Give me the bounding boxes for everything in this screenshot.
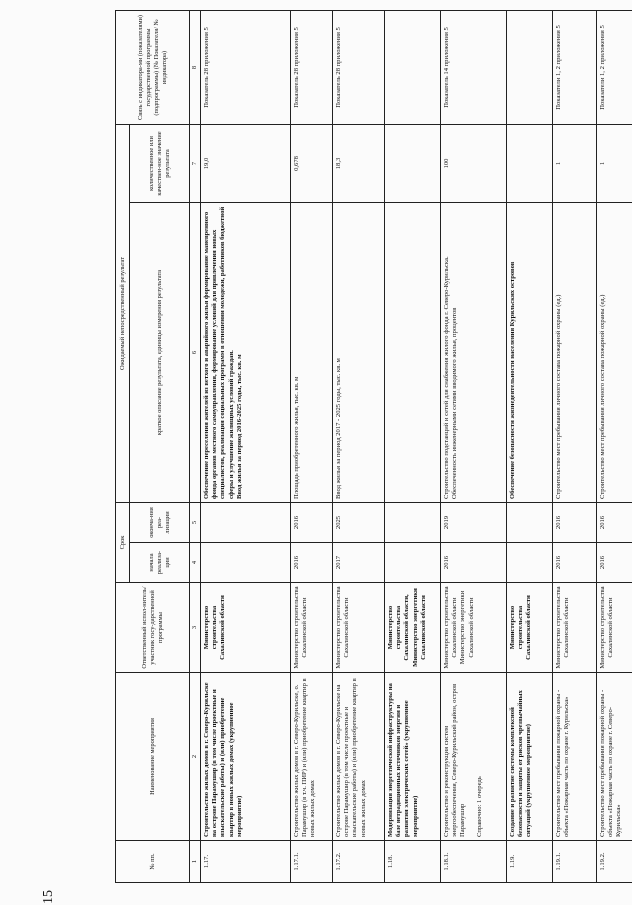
row-start: 2016 (553, 543, 597, 583)
row-end: 2025 (333, 502, 385, 542)
row-description: Строительство мест пребывания личного состава пожарной охраны (ед.) (597, 202, 632, 502)
row-start: 2016 (291, 543, 333, 583)
row-responsible: Министерство строительства Сахалинской области (553, 583, 597, 673)
rotated-table-container (115, 11, 623, 883)
row-number: 1.18. (385, 841, 441, 883)
row-start: 2016 (597, 543, 632, 583)
header-end: оконча-ния реа-лизации (130, 502, 190, 542)
row-name: Строительство жилых домов в г. Северо-Курильске на острове Парамушир (в том числе проектные и изыскательские работы) и (или) приобретение квартир в новых жилых домах (укрупненное мероприятие) (201, 673, 291, 841)
table-row (597, 10, 632, 882)
table-row (333, 10, 385, 882)
row-responsible: Министерство строительства Сахалинской области (597, 583, 632, 673)
row-number: 1.19.2. (597, 841, 632, 883)
row-description: Обеспечение безопасности жизнедеятельности населения Курильских островов (507, 202, 553, 502)
col-number: 4 (190, 543, 201, 583)
header-qty: количественное или качествен-ное значение результата (130, 124, 190, 202)
row-responsible: Министерство строительства Сахалинской области (201, 583, 291, 673)
row-description: Ввод жилья за период 2017 - 2025 годы, тыс. кв. м (333, 202, 385, 502)
header-result: Ожидаемый непосредственный результат (116, 124, 130, 502)
row-quantity (385, 124, 441, 202)
row-start (507, 543, 553, 583)
table-row (507, 10, 553, 882)
row-number: 1.17.1. (291, 841, 333, 883)
table-row (553, 10, 597, 882)
header-desc: краткое описание результата, единицы измерения результата (130, 202, 190, 502)
row-responsible: Министерство строительства Сахалинской области Министерство энергетики Сахалинской области (441, 583, 507, 673)
row-responsible: Министерство строительства Сахалинской области (507, 583, 553, 673)
row-link (385, 10, 441, 124)
header-responsible: Ответственный испол-нитель/участник госу-дарственной программы (116, 583, 190, 673)
row-name: Строительство мест пребывания пожарной охраны - объекта «Пожарная часть по охране г. Северо-Курильска» (597, 673, 632, 841)
row-end (385, 502, 441, 542)
header-start: начала реализа-ции (130, 543, 190, 583)
row-description: Обеспечение переселения жителей из ветхого и аварийного жилья формирование маневренного фонда органов местного самоуправления, формирование условий для привлечения новых специалистов, реализация социальных программ в отношении молодежи, работников бюджетной сферы и улучшение жилищных условий граждан. Ввод жилья за период 2016-2025 годы, тыс. кв. м (201, 202, 291, 502)
row-responsible: Министерство строительства Сахалинской области (291, 583, 333, 673)
row-link (507, 10, 553, 124)
row-description: Площадь приобретенного жилья, тыс. кв. м (291, 202, 333, 502)
col-number: 3 (190, 583, 201, 673)
page-number: 15 (41, 890, 56, 904)
row-responsible: Министерство строительства Сахалинской области (333, 583, 385, 673)
col-number: 2 (190, 673, 201, 841)
row-start: 2017 (333, 543, 385, 583)
row-number: 1.17.2. (333, 841, 385, 883)
table-row (441, 10, 507, 882)
row-link: Показатель 14 приложения 5 (441, 10, 507, 124)
row-quantity: 1 (553, 124, 597, 202)
col-number: 8 (190, 10, 201, 124)
row-quantity (507, 124, 553, 202)
row-quantity: 0,678 (291, 124, 333, 202)
column-numbers-row (190, 10, 201, 882)
program-table (115, 10, 632, 883)
col-number: 1 (190, 841, 201, 883)
row-link: Показатели 1, 2 приложения 5 (597, 10, 632, 124)
row-quantity: 19,0 (201, 124, 291, 202)
row-end: 2016 (597, 502, 632, 542)
row-quantity: 18,3 (333, 124, 385, 202)
row-start (385, 543, 441, 583)
col-number: 5 (190, 502, 201, 542)
row-quantity: 1 (597, 124, 632, 202)
table-row (201, 10, 291, 882)
table-row (291, 10, 333, 882)
row-quantity: 100 (441, 124, 507, 202)
row-description: Строительство мест пребывания личного состава пожарной охраны (ед.) (553, 202, 597, 502)
row-number: 1.19. (507, 841, 553, 883)
row-end: 2016 (553, 502, 597, 542)
col-number: 7 (190, 124, 201, 202)
row-name: Строительство мест пребывания пожарной охраны - объекта «Пожарная часть по охране г. Курильска» (553, 673, 597, 841)
row-end (507, 502, 553, 542)
row-start (201, 543, 291, 583)
row-number: 1.17. (201, 841, 291, 883)
row-link: Показатель 28 приложения 5 (201, 10, 291, 124)
row-name: Создание и развитие системы комплексной безопасности и защиты от рисков чрезвычайных ситуаций (укрупненное мероприятие) (507, 673, 553, 841)
header-no: № пп. (116, 841, 190, 883)
row-responsible: Министерство строительства Сахалинской области, Министерство энергетики Сахалинской области (385, 583, 441, 673)
header-name: Наименование мероприятия (116, 673, 190, 841)
row-start: 2016 (441, 543, 507, 583)
table-row (385, 10, 441, 882)
header-link: Связь с индикатора-ми (показателями) государственной программы (подпрограммы) (№ Показателя/ № индикатора) (116, 10, 190, 124)
row-link: Показатель 28 приложения 5 (291, 10, 333, 124)
col-number: 6 (190, 202, 201, 502)
row-name: Модернизация энергетической инфраструктуры на базе нетрадиционных источников энергии и развития электрических сетей» (укрупненное мероприятие) (385, 673, 441, 841)
row-end (201, 502, 291, 542)
row-description (385, 202, 441, 502)
header-term: Срок (116, 502, 130, 582)
row-link: Показатели 1, 2 приложения 5 (553, 10, 597, 124)
row-link: Показатель 28 приложения 5 (333, 10, 385, 124)
row-number: 1.19.1. (553, 841, 597, 883)
row-name: Строительство жилых домов в г. Северо-Курильске на острове Парамушир (в том числе проектные и изыскательские работы) и (или) приобретение квартир в новых жилых домах (333, 673, 385, 841)
row-description: Строительство подстанций и сетей для снабжения жилого фонда г. Северо-Курильска. Обеспеченность инженерными сетями вводимого жилья, процентов (441, 202, 507, 502)
row-name: Строительство и реконструкция систем энергообеспечения, Северо-Курильский район, остров Парамушир Справочно: 1 очередь (441, 673, 507, 841)
row-end: 2019 (441, 502, 507, 542)
row-name: Строительство жилых домов в г. Северо-Курильске, о. Парамушир (в т.ч. ПИР) и (или) приобретение квартир в новых жилых домах (291, 673, 333, 841)
row-end: 2016 (291, 502, 333, 542)
row-number: 1.18.1. (441, 841, 507, 883)
